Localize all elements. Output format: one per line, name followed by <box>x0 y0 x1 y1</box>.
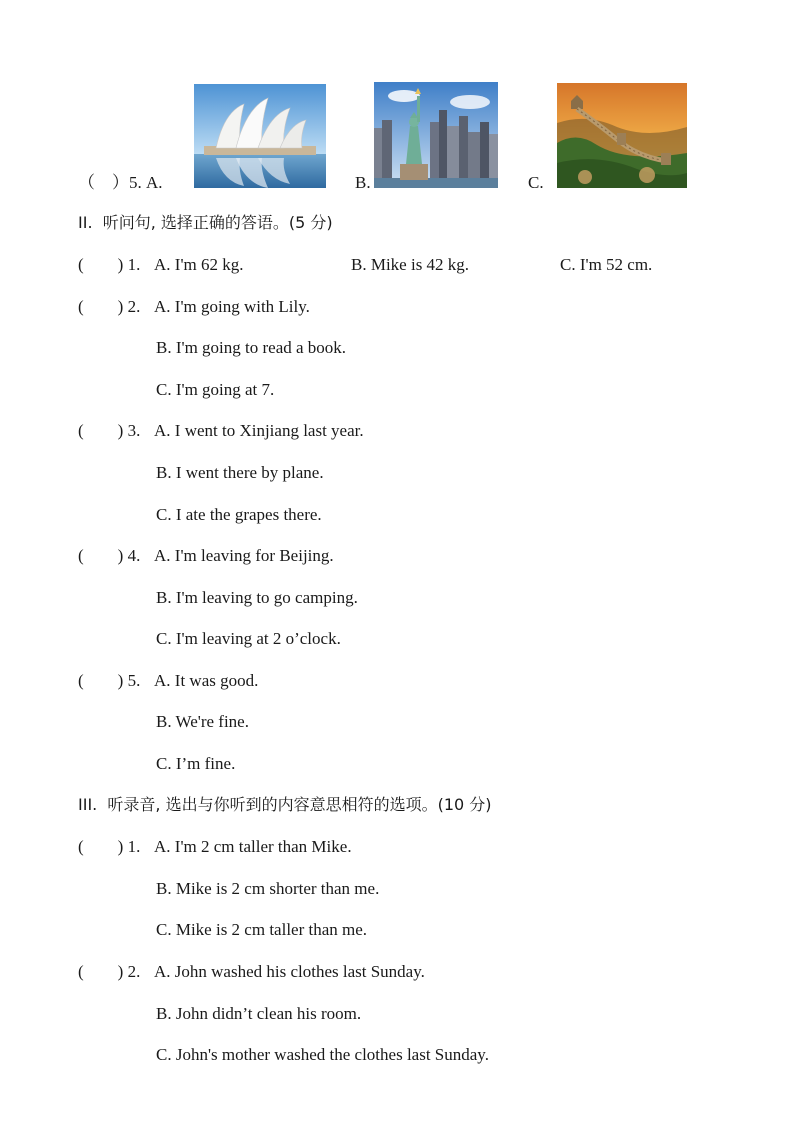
s3-q1-option-a: A. I'm 2 cm taller than Mike. <box>154 837 352 856</box>
s3-q2-option-b: B. John didn’t clean his room. <box>156 1004 362 1023</box>
s2-q5-number: ( ) 5. <box>78 671 141 690</box>
s2-q1-number: ( ) 1. <box>78 255 141 274</box>
s2-q3-option-a: A. I went to Xinjiang last year. <box>154 421 364 440</box>
sydney-opera-house-image <box>194 84 326 188</box>
s3-q1-number: ( ) 1. <box>78 837 141 856</box>
s2-q4-option-a: A. I'm leaving for Beijing. <box>154 546 334 565</box>
s2-q5-option-c: C. I’m fine. <box>156 754 236 773</box>
s2-q1-option-a: A. I'm 62 kg. <box>154 255 244 274</box>
q5-label-b: B. <box>355 173 371 192</box>
s2-q1-option-b: B. Mike is 42 kg. <box>351 255 470 274</box>
s3-q2-number: ( ) 2. <box>78 962 141 981</box>
s2-q2-number: ( ) 2. <box>78 297 141 316</box>
s2-q2-option-b: B. I'm going to read a book. <box>156 338 347 357</box>
s2-q5-option-a: A. It was good. <box>154 671 259 690</box>
s2-q3-option-b: B. I went there by plane. <box>156 463 324 482</box>
s2-q3-option-c: C. I ate the grapes there. <box>156 505 322 524</box>
q5-label-c: C. <box>528 173 544 192</box>
s2-q2-option-a: A. I'm going with Lily. <box>154 297 310 316</box>
s3-q1-option-c: C. Mike is 2 cm taller than me. <box>156 920 368 939</box>
sydney-opera-house-icon <box>194 84 326 188</box>
s2-q4-number: ( ) 4. <box>78 546 141 565</box>
s3-q2-option-c: C. John's mother washed the clothes last Sunday. <box>156 1045 489 1064</box>
great-wall-icon <box>557 83 687 188</box>
s3-q1-option-b: B. Mike is 2 cm shorter than me. <box>156 879 380 898</box>
s2-q3-number: ( ) 3. <box>78 421 141 440</box>
s2-q4-option-b: B. I'm leaving to go camping. <box>156 588 358 607</box>
great-wall-image <box>557 83 687 188</box>
s2-q2-option-c: C. I'm going at 7. <box>156 380 275 399</box>
s2-q1-option-c: C. I'm 52 cm. <box>560 255 653 274</box>
statue-of-liberty-image <box>374 82 498 188</box>
s2-q4-option-c: C. I'm leaving at 2 o’clock. <box>156 629 341 648</box>
section-2-heading: II. 听问句, 选择正确的答语。(5 分) <box>78 213 333 232</box>
s2-q5-option-b: B. We're fine. <box>156 712 249 731</box>
s3-q2-option-a: A. John washed his clothes last Sunday. <box>154 962 425 981</box>
q5-prefix: （ ）5. A. <box>78 173 163 192</box>
section-3-heading: III. 听录音, 选出与你听到的内容意思相符的选项。(10 分) <box>78 795 492 814</box>
statue-of-liberty-icon <box>374 82 498 188</box>
